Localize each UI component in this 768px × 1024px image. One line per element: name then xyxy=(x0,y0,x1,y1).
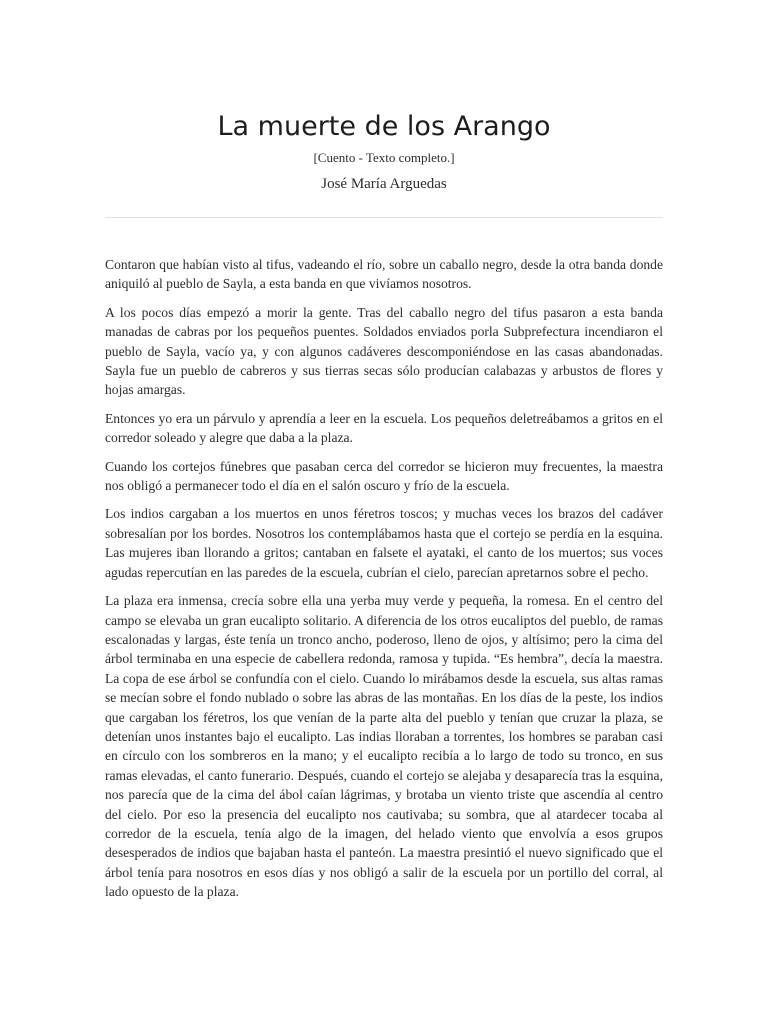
document-subtitle: [Cuento - Texto completo.] xyxy=(313,150,455,165)
document-header xyxy=(0,0,768,193)
story-body xyxy=(105,255,663,902)
story-paragraph: A los pocos días empezó a morir la gente. Tras del caballo negro del tifus pasaron a esta banda manadas de cabras por los pequeños puentes. Soldados enviados porla Subprefectura incendiaron el pueblo de Sayla, vacío ya, y con algunos cadáveres descomponiéndose en las casas abandonadas. Sayla fue un pueblo de cabreros y sus tierras secas sólo producían calabazas y arbustos de flores y hojas amargas. xyxy=(105,304,663,398)
story-paragraph: Cuando los cortejos fúnebres que pasaban cerca del corredor se hicieron muy frecuentes, la maestra nos obligó a permanecer todo el día en el salón oscuro y frío de la escuela. xyxy=(105,458,663,494)
author-byline: José María Arguedas xyxy=(321,176,447,192)
story-paragraph: La plaza era inmensa, crecía sobre ella una yerba muy verde y pequeña, la romesa. En el centro del campo se elevaba un gran eucalipto solitario. A diferencia de los otros eucaliptos del pueblo, de ramas escalonadas y largas, éste tenía un tronco ancho, poderoso, lleno de ojos, y altísimo; pero la cima del árbol terminaba en una especie de cabellera redonda, ramosa y tupida. “Es hembra”, decía la maestra. La copa de ese árbol se confundía con el cielo. Cuando lo mirábamos desde la escuela, sus altas ramas se mecían sobre el fondo nublado o sobre las abras de las montañas. En los días de la peste, los indios que cargaban los féretros, los que venían de la parte alta del pueblo y tenían que cruzar la plaza, se detenían unos instantes bajo el eucalipto. Las indias lloraban a torrentes, los hombres se paraban casi en círculo con los sombreros en la mano; y el eucalipto recibía a lo largo de todo su tronco, en sus ramas elevadas, el canto funerario. Después, cuando el cortejo se alejaba y desaparecía tras la esquina, nos parecía que de la cima del ábol caían lágrimas, y brotaba un viento triste que ascendía al centro del cielo. Por eso la presencia del eucalipto nos cautivaba; su sombra, que al atardecer tocaba al corredor de la escuela, tenía algo de la imagen, del helado viento que envolvía a esos grupos desesperados de indios que bajaban hasta el panteón. La maestra presintió el nuevo significado que el árbol tenía para nosotros en esos días y nos obligó a salir de la escuela por un portillo del corral, al lado opuesto de la plaza. xyxy=(105,593,663,900)
story-paragraph: Contaron que habían visto al tifus, vadeando el río, sobre un caballo negro, desde la otra banda donde aniquiló al pueblo de Sayla, a esta banda en que vivíamos nosotros. xyxy=(105,257,663,292)
story-paragraph: Los indios cargaban a los muertos en unos féretros toscos; y muchas veces los brazos del cadáver sobresalían por los bordes. Nosotros los contemplábamos hasta que el cortejo se perdía en la esquina. Las mujeres iban llorando a gritos; cantaban en falsete el ayataki, el canto de los muertos; sus voces agudas repercutían en las paredes de la escuela, cubrían el cielo, parecían apretarnos sobre el pecho. xyxy=(105,506,663,580)
page-title: La muerte de los Arango xyxy=(217,111,551,142)
header-divider xyxy=(105,217,663,218)
story-paragraph: Entonces yo era un párvulo y aprendía a leer en la escuela. Los pequeños deletreábamos a gritos en el corredor soleado y alegre que daba a la plaza. xyxy=(105,410,663,446)
